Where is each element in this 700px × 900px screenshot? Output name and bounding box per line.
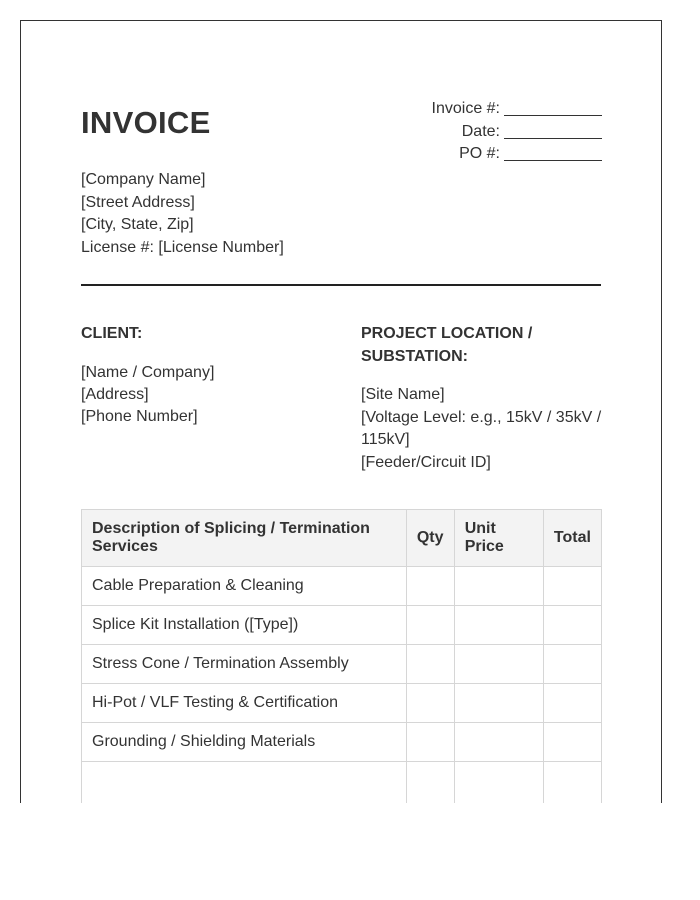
- row-total-cell[interactable]: [543, 606, 601, 645]
- row-unit-price-cell[interactable]: [454, 684, 543, 723]
- row-description: Hi-Pot / VLF Testing & Certification: [82, 684, 407, 723]
- description-header: Description of Splicing / Termination Services: [82, 510, 407, 567]
- invoice-number-row: [432, 98, 602, 121]
- client-section: [81, 323, 331, 428]
- row-unit-price-cell[interactable]: [454, 723, 543, 762]
- header-divider: [81, 284, 601, 286]
- company-license: License #: [License Number]: [81, 238, 284, 256]
- invoice-page: [20, 20, 662, 803]
- row-qty-cell[interactable]: [406, 684, 454, 723]
- po-number-row: [432, 143, 602, 166]
- client-name: [Name / Company]: [81, 364, 215, 381]
- project-section: [361, 323, 606, 474]
- row-description: Grounding / Shielding Materials: [82, 723, 407, 762]
- table-header-row: [82, 510, 602, 567]
- row-unit-price-cell[interactable]: [454, 606, 543, 645]
- row-total-cell[interactable]: [543, 567, 601, 606]
- qty-header: Qty: [406, 510, 454, 567]
- po-number-label: PO #:: [459, 145, 500, 162]
- total-header: Total: [543, 510, 601, 567]
- row-description: Cable Preparation & Cleaning: [82, 567, 407, 606]
- row-qty-cell[interactable]: [406, 723, 454, 762]
- po-number-blank[interactable]: [504, 160, 602, 161]
- row-qty-cell[interactable]: [406, 645, 454, 684]
- services-table: [81, 509, 602, 803]
- project-heading: PROJECT LOCATION / SUBSTATION:: [361, 325, 533, 365]
- table-row: [82, 723, 602, 762]
- row-total-cell[interactable]: [543, 723, 601, 762]
- date-label: Date:: [461, 122, 500, 140]
- row-qty-cell[interactable]: [406, 606, 454, 645]
- row-total-cell[interactable]: [543, 684, 601, 723]
- client-phone: [Phone Number]: [81, 408, 198, 425]
- table-row: [82, 645, 602, 684]
- table-row: [82, 606, 602, 645]
- row-description: Splice Kit Installation ([Type]): [82, 606, 407, 645]
- row-unit-price-cell[interactable]: [454, 645, 543, 684]
- company-info: [81, 169, 284, 259]
- client-address: [Address]: [81, 386, 149, 403]
- date-blank[interactable]: [504, 138, 602, 139]
- row-qty-cell[interactable]: [406, 567, 454, 606]
- table-row: [82, 567, 602, 606]
- row-unit-price-cell[interactable]: [454, 567, 543, 606]
- company-street: [Street Address]: [81, 193, 195, 211]
- unit-price-header: Unit Price: [454, 510, 543, 567]
- table-row-blank: [82, 762, 602, 804]
- invoice-number-label: Invoice #:: [431, 100, 500, 117]
- project-voltage: [Voltage Level: e.g., 15kV / 35kV / 115kV]: [361, 408, 602, 448]
- project-feeder: [Feeder/Circuit ID]: [361, 453, 491, 471]
- row-description: Stress Cone / Termination Assembly: [82, 645, 407, 684]
- project-site: [Site Name]: [361, 386, 445, 403]
- row-unit-price-cell[interactable]: [454, 762, 543, 804]
- row-total-cell[interactable]: [543, 762, 601, 804]
- date-row: [432, 121, 602, 144]
- row-total-cell[interactable]: [543, 645, 601, 684]
- company-name: [Company Name]: [81, 171, 206, 188]
- row-description-cell[interactable]: [82, 762, 407, 804]
- table-row: [82, 684, 602, 723]
- client-heading: CLIENT:: [81, 325, 143, 342]
- invoice-meta: [432, 98, 602, 166]
- row-qty-cell[interactable]: [406, 762, 454, 804]
- invoice-number-blank[interactable]: [504, 115, 602, 116]
- company-city: [City, State, Zip]: [81, 216, 194, 233]
- invoice-title: INVOICE: [81, 105, 211, 140]
